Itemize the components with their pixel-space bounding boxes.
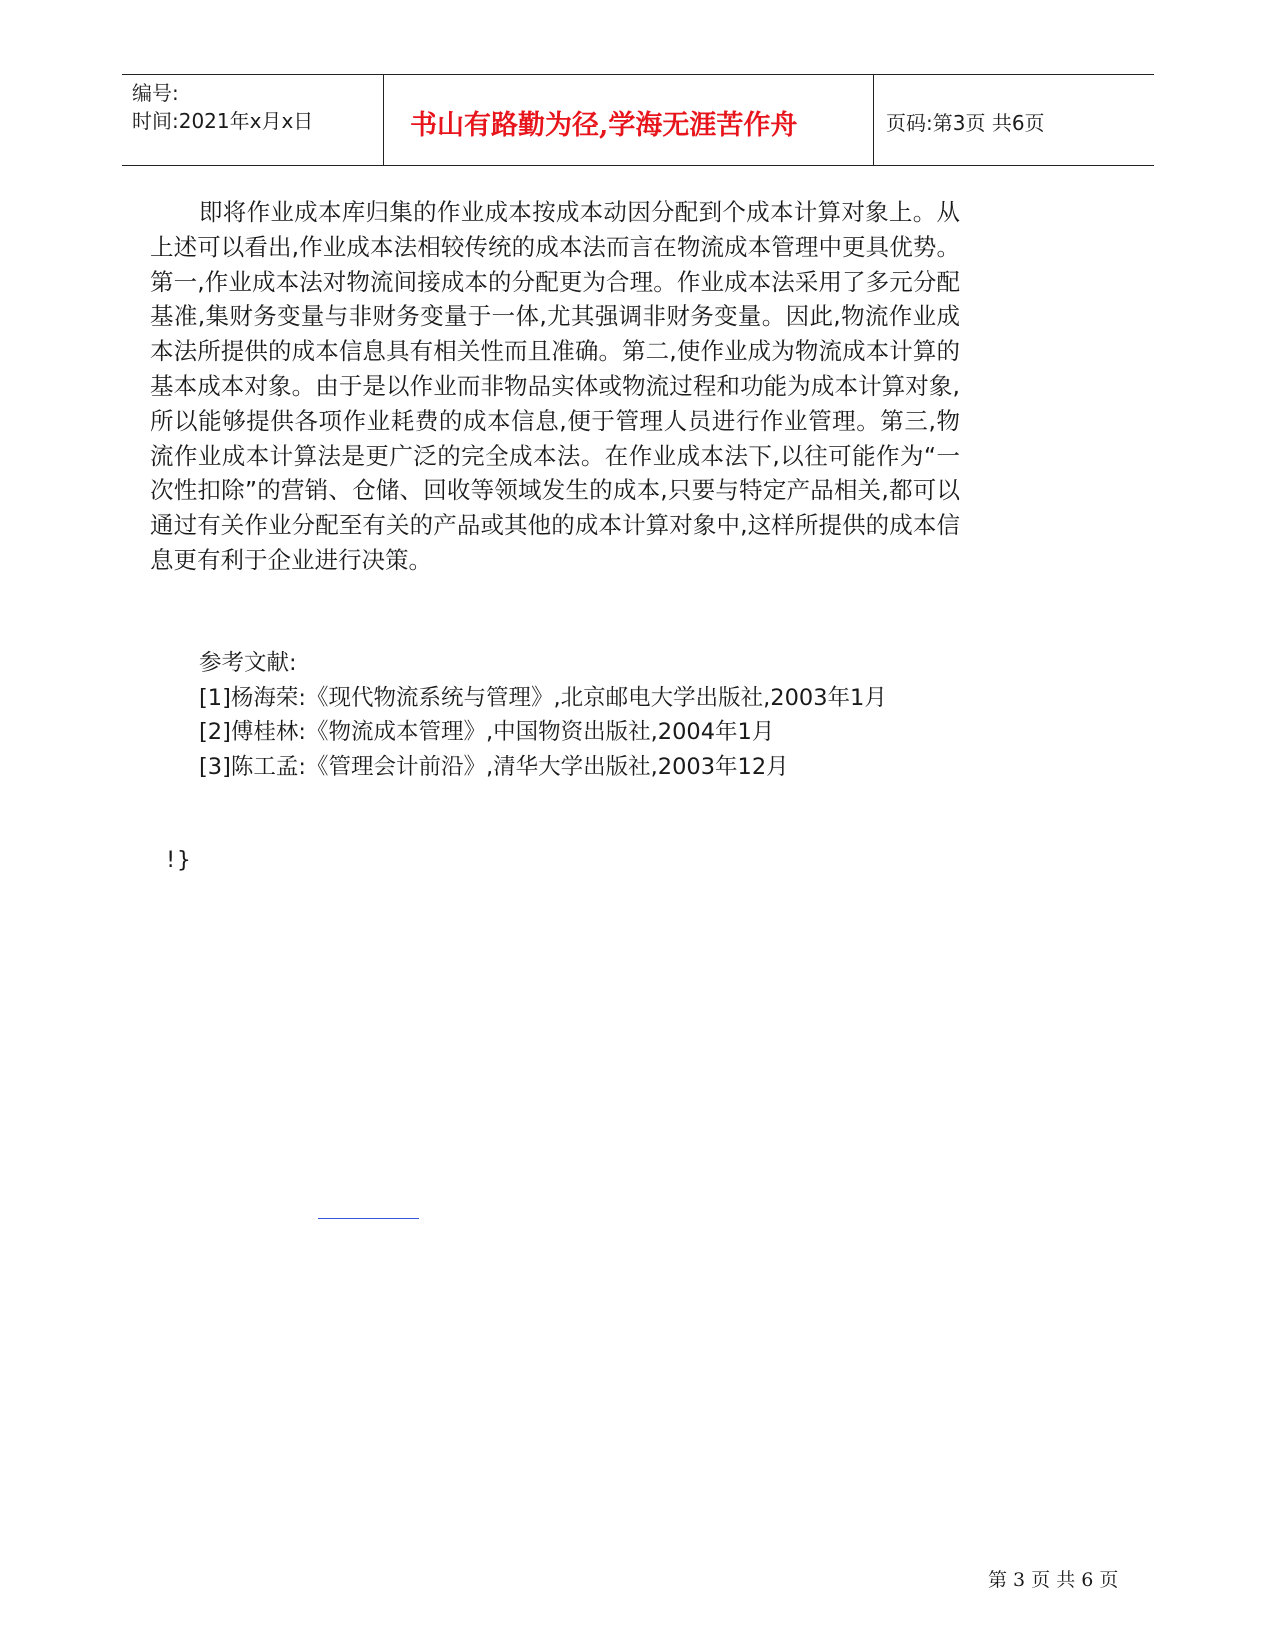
reference-item-1 bbox=[150, 681, 970, 716]
reference-item-2: [2]傅桂林:《物流成本管理》,中国物资出版社,2004年1月 bbox=[199, 719, 775, 745]
references-section bbox=[150, 646, 970, 784]
references-heading: 参考文献: bbox=[199, 650, 297, 676]
reference-item-1-text: [1]杨海荣:《现代物流系统与管理》,北京邮电大学出版社,2003年1月 bbox=[199, 684, 887, 711]
main-body bbox=[150, 195, 960, 578]
document-number-label: 编号: bbox=[132, 81, 179, 105]
page-header bbox=[122, 74, 1154, 166]
body-paragraph: 即将作业成本库归集的作业成本按成本动因分配到个成本计算对象上。从上述可以看出,作业成本法相较传统的成本法而言在物流成本管理中更具优势。第一,作业成本法对物流间接成本的分配更为合理。作业成本法采用了多元分配基准,集财务变量与非财务变量于一体,尤其强调非财务变量。因此,物流作业成本法所提供的成本信息具有相关性而且准确。第二,使作业成为物流成本计算的基本成本对象。由于是以作业而非物品实体或物流过程和功能为成本计算对象,所以能够提供各项作业耗费的成本信息,便于管理人员进行作业管理。第三,物流作业成本计算法是更广泛的完全成本法。在作业成本法下,以往可能作为“一次性扣除”的营销、仓储、回收等领域发生的成本,只要与特定产品相关,都可以通过有关作业分配至有关的产品或其他的成本计算对象中,这样所提供的成本信息更有利于企业进行决策。 bbox=[150, 198, 960, 574]
header-motto: 书山有路勤为径,学海无涯苦作舟 bbox=[410, 110, 798, 141]
header-page-info: 页码:第3页 共6页 bbox=[886, 111, 1045, 135]
reference-item-3: [3]陈工孟:《管理会计前沿》,清华大学出版社,2003年12月 bbox=[199, 753, 789, 780]
header-motto-cell bbox=[384, 75, 874, 165]
stray-mark: !} bbox=[164, 848, 191, 873]
page-footer: 第 3 页 共 6 页 bbox=[988, 1569, 1119, 1591]
header-meta bbox=[122, 75, 384, 165]
document-time-label: 时间:2021年x月x日 bbox=[132, 109, 314, 133]
hyperlink-underline[interactable] bbox=[318, 1218, 419, 1219]
